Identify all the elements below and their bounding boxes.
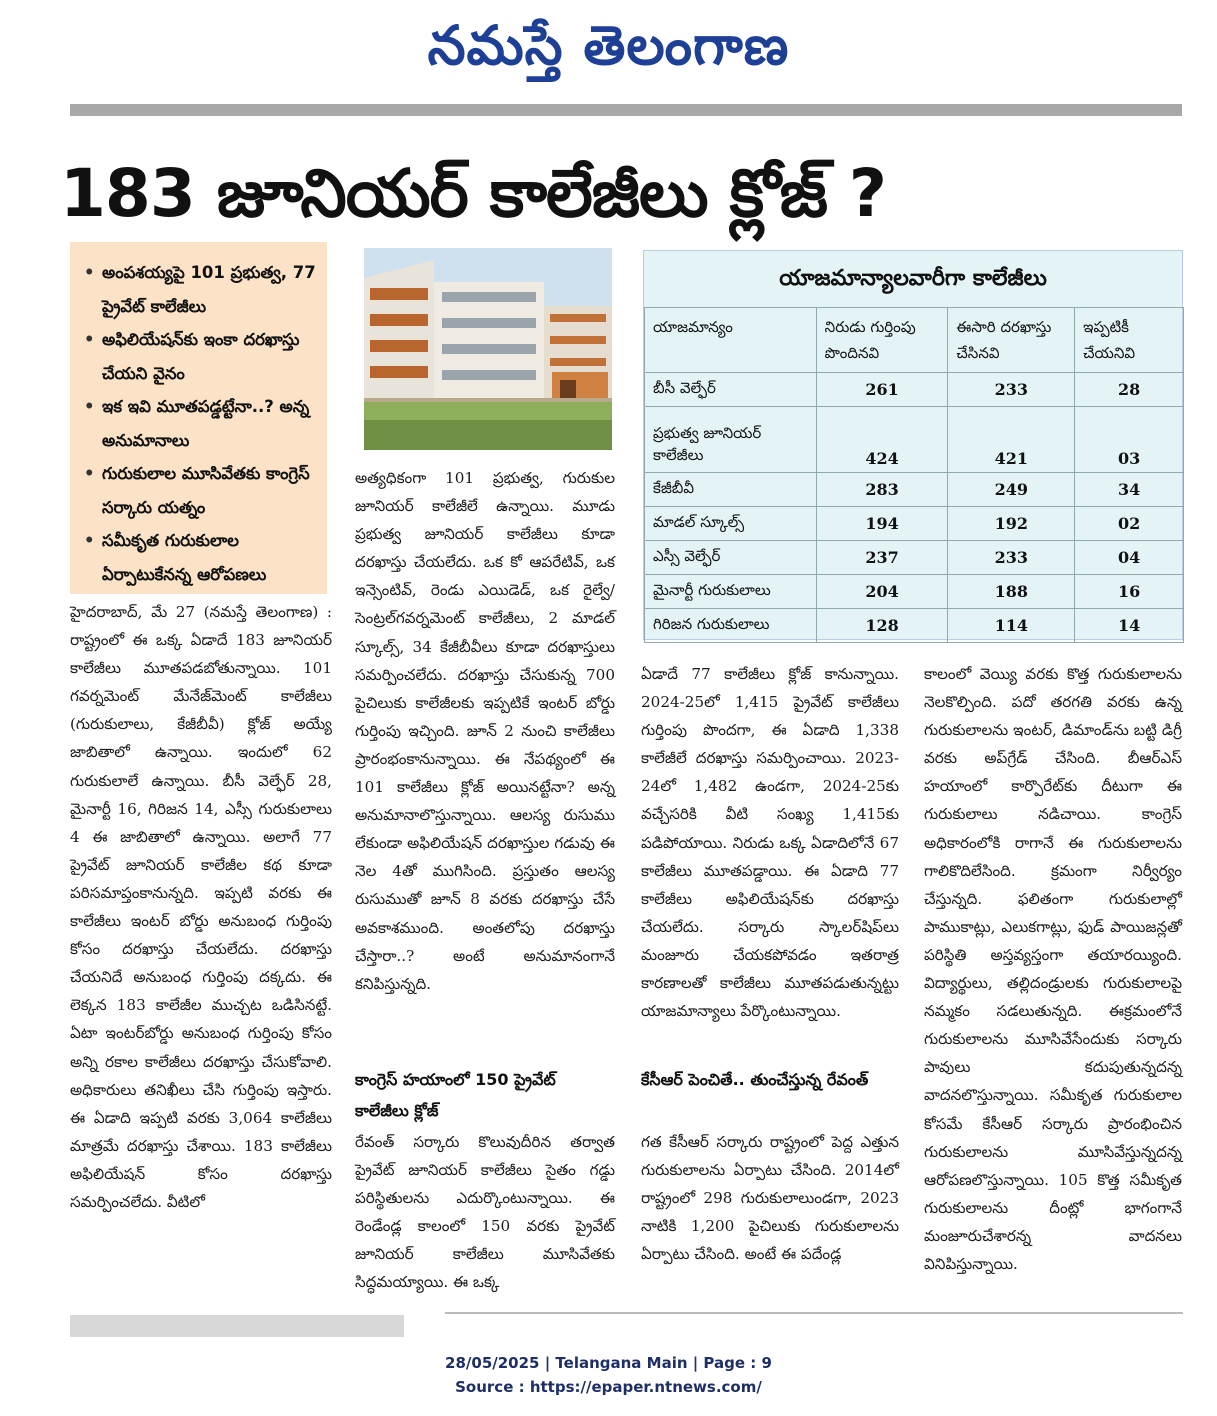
table-cell-name: ప్రభుత్వ జూనియర్‌ కాలేజీలు bbox=[645, 407, 817, 473]
source-link[interactable]: Source : https://epaper.ntnews.com/ bbox=[455, 1378, 762, 1396]
footer-gray-bar bbox=[70, 1315, 404, 1337]
article-column-2b: రేవంత్‌ సర్కారు కొలువుదీరిన తర్వాత ప్రైవేట్‌ జూనియర్‌ కాలేజీలు సైతం గడ్డు పరిస్థితులను ఎదుర్కొంటున్నాయి. ఈ రెండేండ్ల కాలంలో 150 వరకు ప్రైవేట్‌ జూనియర్‌ కాలేజీలు మూసివేతకు సిద్ధమయ్యాయి. ఈ ఒక్క bbox=[355, 1133, 615, 1292]
table-cell: 192 bbox=[948, 507, 1075, 541]
article-column-1: హైదరాబాద్‌, మే 27 (నమస్తే తెలంగాణ) : రాష్ట్రంలో ఈ ఒక్క ఏడాదే 183 జూనియర్‌ కాలేజీలు మూతపడబోతున్నాయి. 101 గవర్నమెంట్‌ మేనేజ్‌మెంట్‌ కాలేజీలు (గురుకులాలు, కేజీబీవీ) క్లోజ్‌ అయ్యే జాబితాలో ఉన్నాయి. ఇందులో 62 గురుకులాలే ఉన్నాయి. బీసీ వెల్ఫేర్‌ 28, మైనార్టీ 16, గిరిజన 14, ఎస్సీ గురుకులాలు 4 ఈ జాబితాలో ఉన్నాయి. అలాగే 77 ప్రైవేట్‌ జూనియర్‌ కాలేజీల కథ కూడా పరిసమాప్తంకానున్నది. ఇప్పటి వరకు ఈ కాలేజీలు ఇంటర్‌ బోర్డు అనుబంధ గుర్తింపు కోసం దరఖాస్తు చేయలేదు. దరఖాస్తు చేయనిదే అనుబంధ గుర్తింపు దక్కదు. ఈ లెక్కన 183 కాలేజీల ముచ్చట ఒడిసినట్టే. ఏటా ఇంటర్‌బోర్డు అనుబంధ గుర్తింపు కోసం అన్ని రకాల కాలేజీలు దరఖాస్తు చేసుకోవాలి. అధికారులు తనిఖీలు చేసి గుర్తింపు ఇస్తారు. ఈ ఏడాది ఇప్పటి వరకు 3,064 కాలేజీలు మాత్రమే దరఖాస్తు చేశాయి. 183 కాలేజీలు అఫిలియేషన్‌ కోసం దరఖాస్తు సమర్పించలేదు. వీటిలో bbox=[70, 603, 332, 1211]
table-cell: 233 bbox=[948, 373, 1075, 407]
edition-info: 28/05/2025 | Telangana Main | Page : 9 bbox=[445, 1354, 772, 1372]
college-building-photo bbox=[364, 248, 612, 450]
table-cell: 249 bbox=[948, 473, 1075, 507]
table-title: యాజమాన్యాలవారీగా కాలేజీలు bbox=[779, 266, 1047, 291]
highlight-item: • గురుకులాల మూసివేతకు కాంగ్రెస్‌ సర్కారు యత్నం bbox=[84, 457, 319, 524]
table-cell: 424 bbox=[816, 407, 948, 473]
subheading-kcr: కేసీఆర్‌ పెంచితే.. తుంచేస్తున్న రేవంత్‌ bbox=[641, 1070, 869, 1089]
colleges-table bbox=[644, 307, 1184, 643]
college-building-illustration bbox=[364, 248, 612, 450]
table-cell-name: ఎస్సీ వెల్ఫేర్‌ bbox=[645, 541, 817, 575]
subheading-congress: కాంగ్రెస్‌ హయాంలో 150 ప్రైవేట్‌ కాలేజీలు క్లోజ్‌ bbox=[355, 1070, 556, 1120]
highlight-item: • సమీకృత గురుకులాల ఏర్పాటుకేనన్న ఆరోపణలు bbox=[84, 524, 319, 591]
highlight-item: • అఫిలియేషన్‌కు ఇంకా దరఖాస్తు చేయని వైనం bbox=[84, 323, 319, 390]
table-cell: 114 bbox=[948, 609, 1075, 643]
table-cell: 03 bbox=[1075, 407, 1184, 473]
table-cell: 02 bbox=[1075, 507, 1184, 541]
table-cell: 28 bbox=[1075, 373, 1184, 407]
table-cell: 233 bbox=[948, 541, 1075, 575]
article-column-3: ఏడాదే 77 కాలేజీలు క్లోజ్‌ కానున్నాయి. 2024-25లో 1,415 ప్రైవేట్‌ కాలేజీలు గుర్తింపు పొందగా, ఈ ఏడాది 1,338 కాలేజీలే దరఖాస్తు సమర్పించాయి. 2023-24లో 1,482 ఉండగా, 2024-25కు వచ్చేసరికి వీటి సంఖ్య 1,415కు పడిపోయాయి. నిరుడు ఒక్క ఏడాదిలోనే 67 కాలేజీలు మూతపడ్డాయి. ఈ ఏడాది 77 కాలేజీలు అఫిలియేషన్‌కు దరఖాస్తు చేయలేదు. సర్కారు స్కాలర్‌షిప్‌లు మంజూరు చేయకపోవడం ఇతరాత్ర కారణాలతో కాలేజీలు మూతపడుతున్నట్టు యాజమాన్యాలు పేర్కొంటున్నాయి. bbox=[641, 665, 899, 1021]
article-column-4: కాలంలో వెయ్యి వరకు కొత్త గురుకులాలను నెలకొల్పింది. పదో తరగతి వరకు ఉన్న గురుకులాలను ఇంటర్‌, డిమాండ్‌ను బట్టి డిగ్రీ వరకు అప్‌గ్రేడ్‌ చేసింది. బీఆర్‌ఎస్‌ హయాంలో కార్పొరేట్‌కు దీటుగా ఈ గురుకులాలు నడిచాయి. కాంగ్రెస్‌ అధికారంలోకి రాగానే ఈ గురుకులాలను గాలికొదిలేసింది. క్రమంగా నిర్వీర్యం చేస్తున్నది. ఫలితంగా గురుకులాల్లో పాముకాట్లు, ఎలుకగాట్లు, ఫుడ్‌ పాయిజన్లతో పరిస్థితి అస్తవ్యస్తంగా తయారయ్యింది. విద్యార్థులు, తల్లిదండ్రులకు గురుకులాలపై నమ్మకం సడలుతున్నది. ఈక్రమంలోనే గురుకులాలను మూసివేసేందుకు సర్కారు పావులు కదుపుతున్నదన్న వాదనలొస్తున్నాయి. సమీకృత గురుకులాల కోసమే కేసీఆర్‌ సర్కారు ప్రారంభించిన గురుకులాలను మూసివేస్తున్నదన్న ఆరోపణలొస్తున్నాయి. 105 కొత్త సమీకృత గురుకులాలను దీంట్లో భాగంగానే మంజూరుచేశారన్న వాదనలు వినిపిస్తున్నాయి. bbox=[924, 665, 1182, 1273]
table-cell-name: గిరిజన గురుకులాలు bbox=[645, 609, 817, 643]
table-cell: 237 bbox=[816, 541, 948, 575]
table-header-row bbox=[645, 308, 1184, 373]
masthead-divider bbox=[70, 104, 1182, 116]
highlights-box bbox=[70, 242, 327, 594]
column-header: ఈసారి దరఖాస్తు చేసినవి bbox=[948, 308, 1075, 373]
article-column-3b: గత కేసీఆర్‌ సర్కారు రాష్ట్రంలో పెద్ద ఎత్తున గురుకులాలను ఏర్పాటు చేసింది. 2014లో రాష్ట్రంలో 298 గురుకులాలుండగా, 2023 నాటికి 1,200 పైచిలుకు గురుకులాలను ఏర్పాటు చేసింది. అంటే ఈ పదేండ్ల bbox=[641, 1133, 899, 1264]
table-cell: 14 bbox=[1075, 609, 1184, 643]
headline: 183 జూనియర్‌ కాలేజీలు క్లోజ్‌ ? bbox=[60, 155, 887, 232]
column-header: నిరుడు గుర్తింపు పొందినవి bbox=[816, 308, 948, 373]
table-cell: 04 bbox=[1075, 541, 1184, 575]
table-cell: 283 bbox=[816, 473, 948, 507]
column-header: యాజమాన్యం bbox=[645, 308, 817, 373]
table-cell-name: మైనార్టీ గురుకులాలు bbox=[645, 575, 817, 609]
table-row bbox=[645, 609, 1184, 643]
table-cell-name: మాడల్‌ స్కూల్స్‌ bbox=[645, 507, 817, 541]
masthead-logo: నమస్తే తెలంగాణ bbox=[427, 13, 790, 77]
table-row bbox=[645, 507, 1184, 541]
table-cell-name: కేజీబీవీ bbox=[645, 473, 817, 507]
table-cell: 16 bbox=[1075, 575, 1184, 609]
table-cell: 194 bbox=[816, 507, 948, 541]
footer-divider bbox=[445, 1312, 1183, 1314]
article-column-2: అత్యధికంగా 101 ప్రభుత్వ, గురుకుల జూనియర్‌ కాలేజీలే ఉన్నాయి. మూడు ప్రభుత్వ జూనియర్‌ కాలేజీలు కూడా దరఖాస్తు చేయలేదు. ఒక కో ఆపరేటివ్‌, ఒక ఇన్సెంటివ్‌, రెండు ఎయిడెడ్‌, ఒక రైల్వే/సెంట్రల్‌గవర్నమెంట్‌ కాలేజీలు, 2 మాడల్‌ స్కూల్స్‌, 34 కేజీబీవీలు కూడా దరఖాస్తులు సమర్పించలేదు. దరఖాస్తు చేసుకున్న 700 పైచిలుకు కాలేజీలకు ఇప్పటికే ఇంటర్‌ బోర్డు గుర్తింపు ఇచ్చింది. జూన్‌ 2 నుంచి కాలేజీలు ప్రారంభంకానున్నాయి. ఈ నేపథ్యంలో ఈ 101 కాలేజీలు క్లోజ్‌ అయినట్టేనా? అన్న అనుమానాలొస్తున్నాయి. ఆలస్య రుసుము లేకుండా అఫిలియేషన్‌ దరఖాస్తుల గడువు ఈ నెల 4తో ముగిసింది. ప్రస్తుతం ఆలస్య రుసుముతో జూన్‌ 8 వరకు దరఖాస్తు చేసే అవకాశముంది. అంతలోపు దరఖాస్తు చేస్తారా..? అంటే అనుమానంగానే కనిపిస్తున్నది. bbox=[355, 469, 615, 993]
table-cell: 128 bbox=[816, 609, 948, 643]
table-cell-name: బీసీ వెల్ఫేర్‌ bbox=[645, 373, 817, 407]
table-row bbox=[645, 473, 1184, 507]
table-cell: 261 bbox=[816, 373, 948, 407]
management-wise-colleges-table bbox=[643, 250, 1183, 640]
highlight-item: • అంపశయ్యపై 101 ప్రభుత్వ, 77 ప్రైవేట్‌ కాలేజీలు bbox=[84, 256, 319, 323]
table-row bbox=[645, 407, 1184, 473]
highlight-item: • ఇక ఇవి మూతపడ్డట్టేనా..? అన్న అనుమానాలు bbox=[84, 390, 319, 457]
table-row bbox=[645, 575, 1184, 609]
table-row bbox=[645, 373, 1184, 407]
table-cell: 188 bbox=[948, 575, 1075, 609]
table-row bbox=[645, 541, 1184, 575]
table-cell: 34 bbox=[1075, 473, 1184, 507]
table-cell: 421 bbox=[948, 407, 1075, 473]
table-cell: 204 bbox=[816, 575, 948, 609]
column-header: ఇప్పటికీ చేయనివి bbox=[1075, 308, 1184, 373]
